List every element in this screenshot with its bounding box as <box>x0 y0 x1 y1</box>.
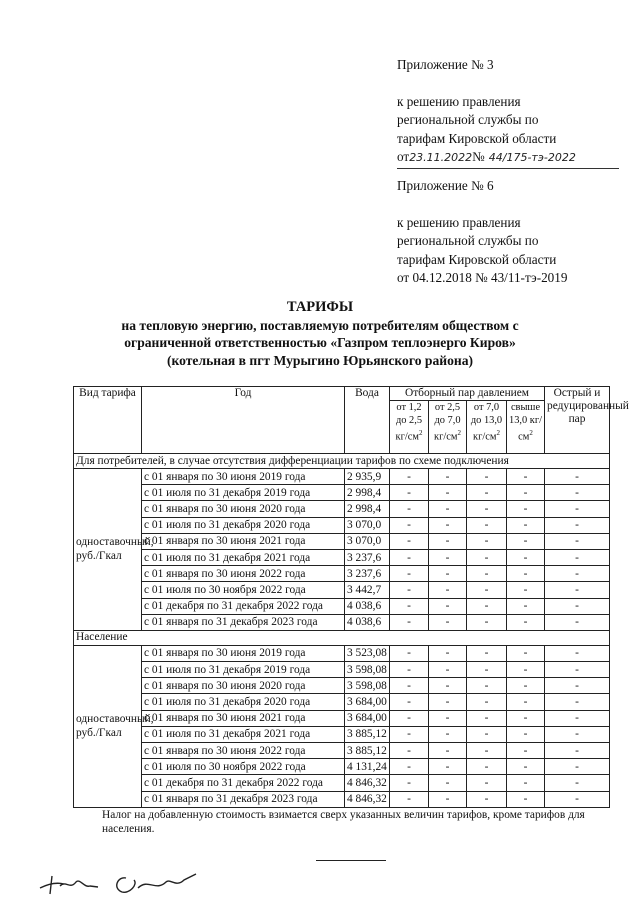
cell-s2: - <box>429 710 467 726</box>
appendix-6-header <box>397 177 567 288</box>
cell-water: 3 885,12 <box>345 743 390 759</box>
appendix-6-line: региональной службы по <box>397 233 539 249</box>
cell-acute: - <box>545 775 610 791</box>
appendix-6-title: Приложение № 6 <box>397 178 494 193</box>
cell-s2: - <box>429 501 467 517</box>
table-row <box>74 678 610 694</box>
cell-s4: - <box>507 743 545 759</box>
cell-water: 4 846,32 <box>345 791 390 807</box>
cell-water: 4 038,6 <box>345 614 390 630</box>
cell-s3: - <box>467 501 507 517</box>
cell-acute: - <box>545 710 610 726</box>
cell-acute: - <box>545 614 610 630</box>
cell-s2: - <box>429 533 467 549</box>
header-steam-4: свыше 13,0 $кг/см^2$ <box>507 401 545 454</box>
cell-s3: - <box>467 533 507 549</box>
cell-s3: - <box>467 791 507 807</box>
cell-water: 4 131,24 <box>345 759 390 775</box>
cell-acute: - <box>545 791 610 807</box>
cell-s4: - <box>507 485 545 501</box>
cell-acute: - <box>545 582 610 598</box>
cell-period: с 01 июля по 31 декабря 2020 года <box>142 694 345 710</box>
signature-line <box>316 860 386 861</box>
cell-s1: - <box>390 775 429 791</box>
tariff-type-cell: одноставочный, руб./Гкал <box>74 645 142 807</box>
cell-s4: - <box>507 726 545 742</box>
cell-water: 3 070,0 <box>345 533 390 549</box>
cell-s4: - <box>507 469 545 485</box>
cell-period: с 01 января по 30 июня 2020 года <box>142 678 345 694</box>
table-row <box>74 614 610 630</box>
handwritten-date: 23.11.2022 <box>409 151 473 165</box>
cell-s1: - <box>390 759 429 775</box>
cell-s4: - <box>507 710 545 726</box>
cell-s1: - <box>390 533 429 549</box>
header-steam-3: от 7,0 до 13,0 $кг/см^2$ <box>467 401 507 454</box>
cell-period: с 01 июля по 31 декабря 2021 года <box>142 726 345 742</box>
tariff-table <box>73 386 629 808</box>
cell-water: 3 684,00 <box>345 710 390 726</box>
cell-s4: - <box>507 566 545 582</box>
section-row <box>74 630 610 645</box>
cell-s2: - <box>429 469 467 485</box>
table-row <box>74 645 610 661</box>
section-title: Для потребителей, в случае отсутствия дифференциации тарифов по схеме подключения <box>74 454 610 469</box>
cell-s4: - <box>507 645 545 661</box>
cell-water: 3 237,6 <box>345 549 390 565</box>
cell-s2: - <box>429 566 467 582</box>
appendix-6-line: от 04.12.2018 № 43/11-тэ-2019 <box>397 270 568 286</box>
cell-s3: - <box>467 726 507 742</box>
cell-s1: - <box>390 485 429 501</box>
document-title <box>0 299 640 369</box>
cell-s3: - <box>467 517 507 533</box>
section-title: Население <box>74 630 610 645</box>
cell-s4: - <box>507 517 545 533</box>
cell-water: 3 885,12 <box>345 726 390 742</box>
cell-acute: - <box>545 743 610 759</box>
section-row <box>74 454 610 469</box>
cell-period: с 01 июля по 31 декабря 2019 года <box>142 485 345 501</box>
cell-s3: - <box>467 549 507 565</box>
table-row <box>74 662 610 678</box>
appendix-3-line: региональной службы по <box>397 112 539 128</box>
table-row <box>74 501 610 517</box>
cell-acute: - <box>545 694 610 710</box>
cell-period: с 01 января по 30 июня 2022 года <box>142 566 345 582</box>
cell-acute: - <box>545 533 610 549</box>
header-row <box>74 387 610 401</box>
cell-acute: - <box>545 645 610 661</box>
tariff-type-cell: одноставочный, руб./Гкал <box>74 469 142 631</box>
cell-s3: - <box>467 645 507 661</box>
header-steam-group: Отборный пар давлением <box>390 387 545 401</box>
cell-s1: - <box>390 582 429 598</box>
cell-s2: - <box>429 614 467 630</box>
cell-s1: - <box>390 645 429 661</box>
cell-period: с 01 июля по 31 декабря 2021 года <box>142 549 345 565</box>
cell-s4: - <box>507 501 545 517</box>
cell-s4: - <box>507 759 545 775</box>
cell-acute: - <box>545 726 610 742</box>
table-row <box>74 743 610 759</box>
vat-footnote: Налог на добавленную стоимость взимается сверх указанных величин тарифов, кроме тарифов для населения. <box>102 809 585 835</box>
table-row <box>74 549 610 565</box>
cell-s4: - <box>507 775 545 791</box>
signature-image <box>38 868 218 896</box>
cell-s1: - <box>390 791 429 807</box>
cell-water: 3 237,6 <box>345 566 390 582</box>
cell-acute: - <box>545 759 610 775</box>
cell-period: с 01 декабря по 31 декабря 2022 года <box>142 598 345 614</box>
cell-s3: - <box>467 598 507 614</box>
cell-period: с 01 января по 31 декабря 2023 года <box>142 614 345 630</box>
title-line: ограниченной ответственностью «Газпром теплоэнерго Киров» <box>124 335 516 350</box>
cell-s3: - <box>467 582 507 598</box>
cell-water: 4 846,32 <box>345 775 390 791</box>
appendix-3-date-line <box>397 148 619 169</box>
header-steam-1: от 1,2 до 2,5 $кг/см^2$ <box>390 401 429 454</box>
table-row <box>74 582 610 598</box>
cell-acute: - <box>545 501 610 517</box>
cell-s2: - <box>429 662 467 678</box>
cell-s4: - <box>507 614 545 630</box>
table-row <box>74 694 610 710</box>
cell-period: с 01 июля по 31 декабря 2020 года <box>142 517 345 533</box>
cell-s4: - <box>507 598 545 614</box>
cell-s1: - <box>390 614 429 630</box>
cell-s2: - <box>429 582 467 598</box>
cell-s4: - <box>507 549 545 565</box>
appendix-6-line: к решению правления <box>397 214 521 230</box>
table-row <box>74 533 610 549</box>
appendix-3-line: тарифам Кировской области <box>397 130 557 146</box>
table-row <box>74 710 610 726</box>
cell-s2: - <box>429 549 467 565</box>
cell-s1: - <box>390 549 429 565</box>
table-row <box>74 791 610 807</box>
cell-period: с 01 января по 31 декабря 2023 года <box>142 791 345 807</box>
cell-period: с 01 января по 30 июня 2021 года <box>142 533 345 549</box>
cell-s3: - <box>467 485 507 501</box>
cell-s1: - <box>390 517 429 533</box>
cell-s2: - <box>429 678 467 694</box>
cell-period: с 01 июля по 31 декабря 2019 года <box>142 662 345 678</box>
table-row <box>74 726 610 742</box>
cell-period: с 01 января по 30 июня 2021 года <box>142 710 345 726</box>
appendix-3-line: к решению правления <box>397 93 521 109</box>
cell-s2: - <box>429 791 467 807</box>
appendix-3-title: Приложение № 3 <box>397 57 494 72</box>
cell-s1: - <box>390 694 429 710</box>
date-prefix: от <box>397 149 410 165</box>
cell-period: с 01 января по 30 июня 2022 года <box>142 743 345 759</box>
table-row <box>74 517 610 533</box>
cell-s2: - <box>429 743 467 759</box>
header-acute: Острый и редуцированный пар <box>545 387 610 454</box>
cell-period: с 01 декабря по 31 декабря 2022 года <box>142 775 345 791</box>
cell-s3: - <box>467 614 507 630</box>
cell-s4: - <box>507 678 545 694</box>
number-sign: № <box>472 149 485 165</box>
cell-s4: - <box>507 694 545 710</box>
cell-water: 3 598,08 <box>345 662 390 678</box>
cell-s3: - <box>467 694 507 710</box>
cell-water: 3 070,0 <box>345 517 390 533</box>
cell-acute: - <box>545 517 610 533</box>
cell-acute: - <box>545 549 610 565</box>
cell-s2: - <box>429 694 467 710</box>
title-main: ТАРИФЫ <box>286 299 354 315</box>
header-water: Вода <box>345 387 390 454</box>
cell-s1: - <box>390 678 429 694</box>
table-row <box>74 485 610 501</box>
cell-s1: - <box>390 469 429 485</box>
cell-period: с 01 июля по 30 ноября 2022 года <box>142 582 345 598</box>
cell-acute: - <box>545 469 610 485</box>
cell-period: с 01 января по 30 июня 2020 года <box>142 501 345 517</box>
cell-water: 3 442,7 <box>345 582 390 598</box>
handwritten-number: 44/175-тэ-2022 <box>488 151 576 165</box>
cell-s3: - <box>467 566 507 582</box>
cell-acute: - <box>545 485 610 501</box>
cell-s2: - <box>429 485 467 501</box>
cell-water: 2 935,9 <box>345 469 390 485</box>
appendix-3-header <box>397 56 619 169</box>
table-row <box>74 759 610 775</box>
cell-acute: - <box>545 678 610 694</box>
cell-s3: - <box>467 469 507 485</box>
cell-acute: - <box>545 598 610 614</box>
cell-period: с 01 января по 30 июня 2019 года <box>142 645 345 661</box>
cell-s3: - <box>467 759 507 775</box>
cell-s4: - <box>507 533 545 549</box>
cell-s3: - <box>467 710 507 726</box>
table-row <box>74 566 610 582</box>
cell-s2: - <box>429 598 467 614</box>
header-year: Год <box>142 387 345 454</box>
cell-s4: - <box>507 791 545 807</box>
title-line: на тепловую энергию, поставляемую потребителям обществом с <box>121 317 519 333</box>
cell-water: 2 998,4 <box>345 485 390 501</box>
cell-water: 3 523,08 <box>345 645 390 661</box>
cell-water: 3 598,08 <box>345 678 390 694</box>
cell-s3: - <box>467 662 507 678</box>
cell-s4: - <box>507 582 545 598</box>
table-row <box>74 469 610 485</box>
cell-s2: - <box>429 645 467 661</box>
header-type: Вид тарифа <box>74 387 142 454</box>
cell-s2: - <box>429 726 467 742</box>
table-row <box>74 598 610 614</box>
cell-s2: - <box>429 775 467 791</box>
cell-s3: - <box>467 743 507 759</box>
title-line: (котельная в пгт Мурыгино Юрьянского района) <box>166 352 474 368</box>
cell-s2: - <box>429 517 467 533</box>
cell-acute: - <box>545 566 610 582</box>
cell-s4: - <box>507 662 545 678</box>
cell-s3: - <box>467 678 507 694</box>
cell-s2: - <box>429 759 467 775</box>
cell-water: 2 998,4 <box>345 501 390 517</box>
cell-s1: - <box>390 726 429 742</box>
cell-s3: - <box>467 775 507 791</box>
cell-s1: - <box>390 566 429 582</box>
header-steam-2: от 2,5 до 7,0 $кг/см^2$ <box>429 401 467 454</box>
cell-s1: - <box>390 501 429 517</box>
cell-s1: - <box>390 598 429 614</box>
cell-s1: - <box>390 662 429 678</box>
table-body <box>74 454 610 808</box>
appendix-6-line: тарифам Кировской области <box>397 251 557 267</box>
cell-period: с 01 января по 30 июня 2019 года <box>142 469 345 485</box>
cell-s1: - <box>390 710 429 726</box>
cell-acute: - <box>545 662 610 678</box>
table-row <box>74 775 610 791</box>
cell-s1: - <box>390 743 429 759</box>
cell-water: 4 038,6 <box>345 598 390 614</box>
cell-water: 3 684,00 <box>345 694 390 710</box>
cell-period: с 01 июля по 30 ноября 2022 года <box>142 759 345 775</box>
